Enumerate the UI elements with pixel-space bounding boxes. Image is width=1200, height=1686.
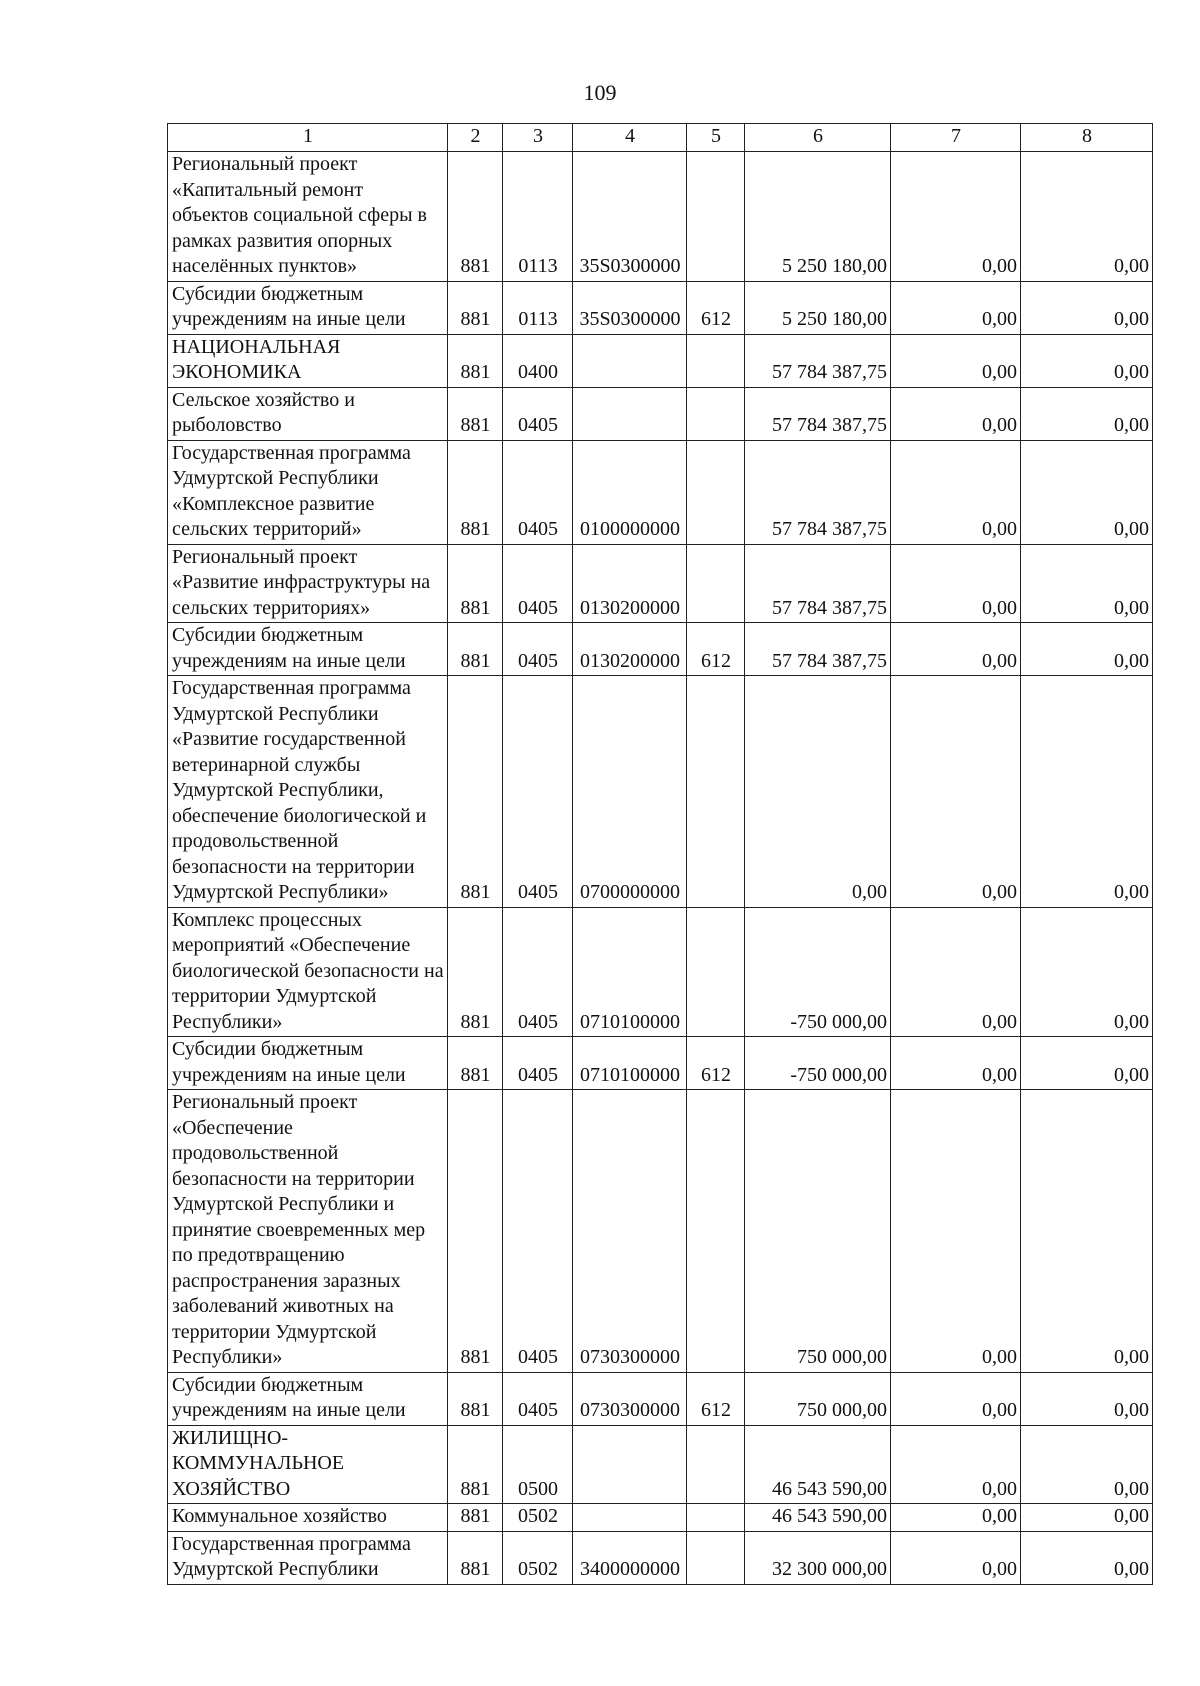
amount-col6: 32 300 000,00 [745, 1531, 891, 1584]
amount-col7: 0,00 [891, 676, 1021, 908]
amount-col6: 57 784 387,75 [745, 387, 891, 440]
amount-col7: 0,00 [891, 1504, 1021, 1532]
amount-col7: 0,00 [891, 281, 1021, 334]
target-article-code: 0730300000 [573, 1372, 687, 1425]
table-row [168, 907, 1153, 1037]
row-name: Коммунальное хозяйство [168, 1504, 448, 1532]
section-code: 0405 [503, 1090, 573, 1373]
admin-code: 881 [448, 676, 503, 908]
expense-type-code [687, 387, 745, 440]
row-name: НАЦИОНАЛЬНАЯ ЭКОНОМИКА [168, 334, 448, 387]
amount-col7: 0,00 [891, 152, 1021, 282]
amount-col6: 46 543 590,00 [745, 1425, 891, 1504]
expense-type-code: 612 [687, 1372, 745, 1425]
amount-col6: -750 000,00 [745, 907, 891, 1037]
section-code: 0405 [503, 623, 573, 676]
section-code: 0405 [503, 1372, 573, 1425]
row-name: Субсидии бюджетным учреждениям на иные цели [168, 1372, 448, 1425]
amount-col6: 750 000,00 [745, 1090, 891, 1373]
admin-code: 881 [448, 907, 503, 1037]
table-body [168, 152, 1153, 1585]
column-header: 4 [573, 124, 687, 152]
table-row [168, 281, 1153, 334]
row-name: Государственная программа Удмуртской Республики «Комплексное развитие сельских территорий» [168, 440, 448, 544]
target-article-code: 0710100000 [573, 1037, 687, 1090]
table-row [168, 387, 1153, 440]
amount-col6: 5 250 180,00 [745, 281, 891, 334]
section-code: 0405 [503, 1037, 573, 1090]
amount-col6: 5 250 180,00 [745, 152, 891, 282]
column-header: 5 [687, 124, 745, 152]
page-number: 109 [583, 80, 617, 105]
expense-type-code [687, 676, 745, 908]
expense-type-code [687, 1531, 745, 1584]
expense-type-code [687, 152, 745, 282]
expense-type-code: 612 [687, 1037, 745, 1090]
target-article-code [573, 334, 687, 387]
row-name: Региональный проект «Обеспечение продовольственной безопасности на территории Удмуртской Республики и принятие своевременных мер по предотвращению распространения заразных заболеваний животных на территории Удмуртской Республики» [168, 1090, 448, 1373]
table-row [168, 1037, 1153, 1090]
target-article-code: 35S0300000 [573, 281, 687, 334]
row-name: Государственная программа Удмуртской Республики [168, 1531, 448, 1584]
amount-col7: 0,00 [891, 623, 1021, 676]
admin-code: 881 [448, 1090, 503, 1373]
column-header: 8 [1021, 124, 1153, 152]
amount-col8: 0,00 [1021, 1531, 1153, 1584]
budget-table [167, 123, 1153, 1585]
target-article-code: 0700000000 [573, 676, 687, 908]
section-code: 0113 [503, 152, 573, 282]
amount-col7: 0,00 [891, 1531, 1021, 1584]
table-row [168, 1425, 1153, 1504]
admin-code: 881 [448, 1504, 503, 1532]
target-article-code: 0130200000 [573, 544, 687, 623]
amount-col7: 0,00 [891, 1037, 1021, 1090]
amount-col7: 0,00 [891, 387, 1021, 440]
admin-code: 881 [448, 623, 503, 676]
amount-col7: 0,00 [891, 334, 1021, 387]
amount-col7: 0,00 [891, 544, 1021, 623]
expense-type-code [687, 1425, 745, 1504]
target-article-code: 3400000000 [573, 1531, 687, 1584]
amount-col7: 0,00 [891, 1372, 1021, 1425]
table-row [168, 676, 1153, 908]
expense-type-code [687, 1090, 745, 1373]
row-name: Региональный проект «Развитие инфраструктуры на сельских территориях» [168, 544, 448, 623]
admin-code: 881 [448, 1531, 503, 1584]
section-code: 0405 [503, 387, 573, 440]
amount-col6: 57 784 387,75 [745, 440, 891, 544]
amount-col6: 57 784 387,75 [745, 334, 891, 387]
amount-col8: 0,00 [1021, 1372, 1153, 1425]
amount-col8: 0,00 [1021, 440, 1153, 544]
row-name: ЖИЛИЩНО-КОММУНАЛЬНОЕ ХОЗЯЙСТВО [168, 1425, 448, 1504]
expense-type-code [687, 334, 745, 387]
admin-code: 881 [448, 440, 503, 544]
amount-col8: 0,00 [1021, 1504, 1153, 1532]
amount-col7: 0,00 [891, 440, 1021, 544]
table-row [168, 440, 1153, 544]
table-row [168, 1531, 1153, 1584]
section-code: 0500 [503, 1425, 573, 1504]
section-code: 0405 [503, 676, 573, 908]
section-code: 0113 [503, 281, 573, 334]
amount-col8: 0,00 [1021, 334, 1153, 387]
target-article-code: 0710100000 [573, 907, 687, 1037]
column-header: 2 [448, 124, 503, 152]
target-article-code: 0130200000 [573, 623, 687, 676]
row-name: Субсидии бюджетным учреждениям на иные цели [168, 623, 448, 676]
admin-code: 881 [448, 387, 503, 440]
admin-code: 881 [448, 1372, 503, 1425]
table-row [168, 1372, 1153, 1425]
section-code: 0502 [503, 1504, 573, 1532]
row-name: Региональный проект «Капитальный ремонт объектов социальной сферы в рамках развития опорных населённых пунктов» [168, 152, 448, 282]
expense-type-code [687, 907, 745, 1037]
target-article-code: 0100000000 [573, 440, 687, 544]
amount-col6: 57 784 387,75 [745, 544, 891, 623]
amount-col8: 0,00 [1021, 281, 1153, 334]
target-article-code [573, 1504, 687, 1532]
row-name: Субсидии бюджетным учреждениям на иные цели [168, 1037, 448, 1090]
column-header: 7 [891, 124, 1021, 152]
column-header: 1 [168, 124, 448, 152]
table-row [168, 1504, 1153, 1532]
amount-col6: 0,00 [745, 676, 891, 908]
amount-col8: 0,00 [1021, 1090, 1153, 1373]
target-article-code: 0730300000 [573, 1090, 687, 1373]
target-article-code: 35S0300000 [573, 152, 687, 282]
table-row [168, 152, 1153, 282]
amount-col8: 0,00 [1021, 387, 1153, 440]
table-row [168, 1090, 1153, 1373]
amount-col8: 0,00 [1021, 1037, 1153, 1090]
amount-col8: 0,00 [1021, 152, 1153, 282]
table-row [168, 334, 1153, 387]
amount-col8: 0,00 [1021, 676, 1153, 908]
amount-col6: -750 000,00 [745, 1037, 891, 1090]
amount-col6: 57 784 387,75 [745, 623, 891, 676]
row-name: Государственная программа Удмуртской Республики «Развитие государственной ветеринарной службы Удмуртской Республики, обеспечение биологической и продовольственной безопасности на территории Удмуртской Республики» [168, 676, 448, 908]
admin-code: 881 [448, 544, 503, 623]
amount-col7: 0,00 [891, 907, 1021, 1037]
expense-type-code [687, 440, 745, 544]
row-name: Сельское хозяйство и рыболовство [168, 387, 448, 440]
amount-col6: 46 543 590,00 [745, 1504, 891, 1532]
row-name: Комплекс процессных мероприятий «Обеспечение биологической безопасности на территории Удмуртской Республики» [168, 907, 448, 1037]
expense-type-code [687, 544, 745, 623]
amount-col8: 0,00 [1021, 544, 1153, 623]
column-header: 3 [503, 124, 573, 152]
amount-col8: 0,00 [1021, 1425, 1153, 1504]
admin-code: 881 [448, 1425, 503, 1504]
target-article-code [573, 1425, 687, 1504]
amount-col7: 0,00 [891, 1425, 1021, 1504]
section-code: 0405 [503, 907, 573, 1037]
amount-col6: 750 000,00 [745, 1372, 891, 1425]
admin-code: 881 [448, 281, 503, 334]
admin-code: 881 [448, 334, 503, 387]
expense-type-code: 612 [687, 281, 745, 334]
amount-col8: 0,00 [1021, 623, 1153, 676]
amount-col7: 0,00 [891, 1090, 1021, 1373]
amount-col8: 0,00 [1021, 907, 1153, 1037]
section-code: 0405 [503, 440, 573, 544]
section-code: 0502 [503, 1531, 573, 1584]
section-code: 0400 [503, 334, 573, 387]
table-row [168, 544, 1153, 623]
expense-type-code [687, 1504, 745, 1532]
header-row [168, 124, 1153, 152]
column-header: 6 [745, 124, 891, 152]
row-name: Субсидии бюджетным учреждениям на иные цели [168, 281, 448, 334]
admin-code: 881 [448, 152, 503, 282]
table-row [168, 623, 1153, 676]
admin-code: 881 [448, 1037, 503, 1090]
section-code: 0405 [503, 544, 573, 623]
target-article-code [573, 387, 687, 440]
expense-type-code: 612 [687, 623, 745, 676]
